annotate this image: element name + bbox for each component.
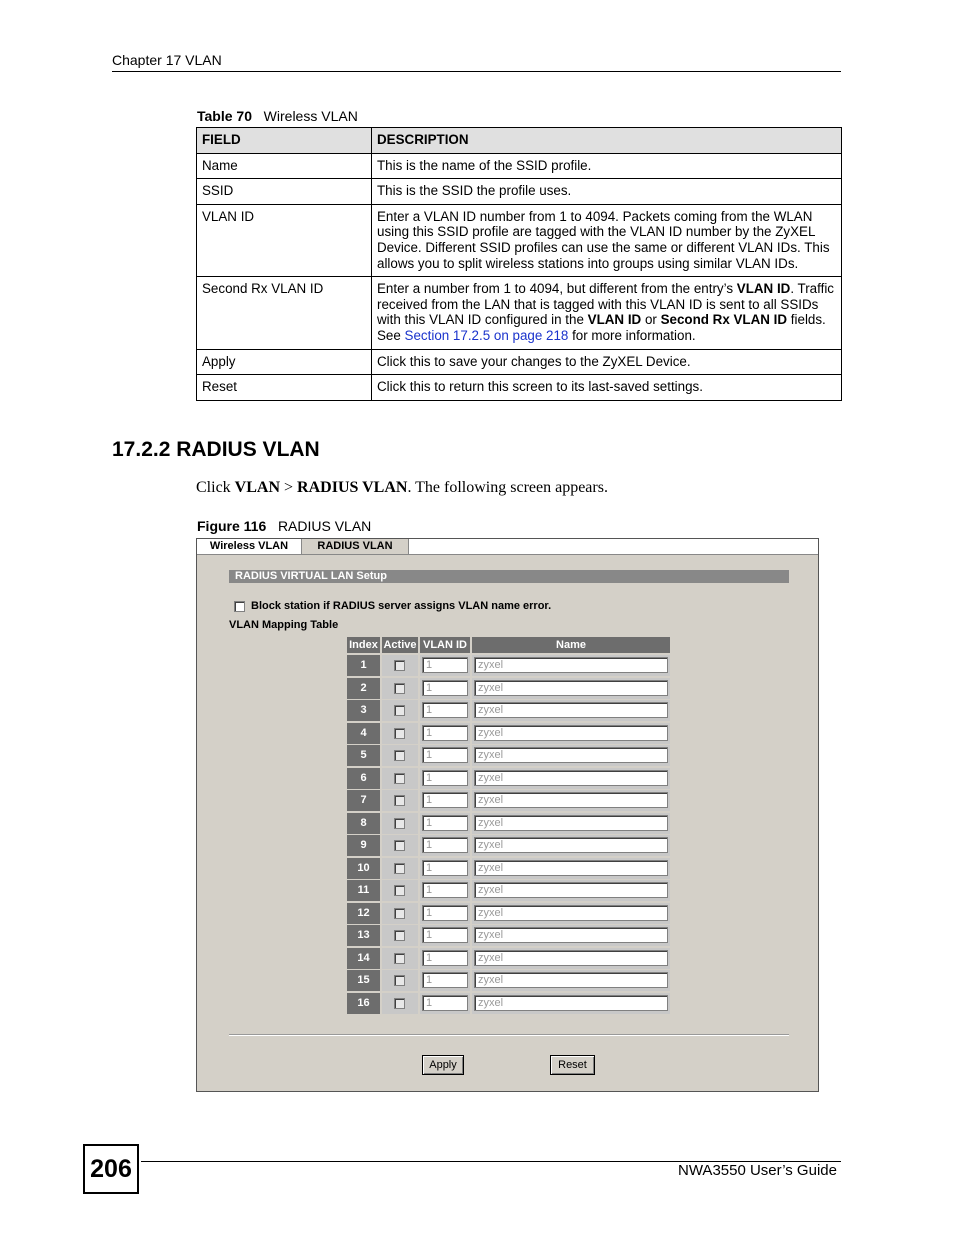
active-checkbox[interactable] (394, 728, 405, 739)
active-checkbox[interactable] (394, 930, 405, 941)
name-cell (472, 745, 670, 766)
name-cell (472, 768, 670, 789)
name-input[interactable]: zyxel (474, 657, 668, 673)
section-link[interactable]: Section 17.2.5 on page 218 (404, 327, 569, 343)
active-cell (382, 745, 418, 766)
name-cell (472, 813, 670, 834)
vlan-id-cell (420, 790, 470, 811)
vlan-id-input[interactable]: 1 (422, 927, 468, 943)
vlan-id-cell (420, 723, 470, 744)
active-cell (382, 993, 418, 1014)
name-input[interactable]: zyxel (474, 837, 668, 853)
page-number: 206 (83, 1144, 139, 1194)
vlan-id-input[interactable]: 1 (422, 702, 468, 718)
table-caption: Table 70 Wireless VLAN (197, 108, 358, 124)
vlan-id-input[interactable]: 1 (422, 725, 468, 741)
active-checkbox[interactable] (394, 998, 405, 1009)
active-cell (382, 948, 418, 969)
active-cell (382, 880, 418, 901)
active-checkbox[interactable] (394, 818, 405, 829)
radius-vlan-screen (196, 538, 819, 1092)
apply-button[interactable]: Apply (422, 1055, 464, 1075)
vlan-id-input[interactable]: 1 (422, 657, 468, 673)
name-input[interactable]: zyxel (474, 725, 668, 741)
active-cell (382, 700, 418, 721)
vlan-id-input[interactable]: 1 (422, 815, 468, 831)
vlan-id-cell (420, 880, 470, 901)
active-checkbox[interactable] (394, 683, 405, 694)
name-input[interactable]: zyxel (474, 972, 668, 988)
vlan-id-cell (420, 858, 470, 879)
active-cell (382, 768, 418, 789)
active-checkbox[interactable] (394, 975, 405, 986)
name-cell (472, 993, 670, 1014)
col-index: Index (347, 637, 380, 653)
col-field: FIELD (197, 128, 372, 154)
table-row: Apply Click this to save your changes to the ZyXEL Device. (197, 349, 842, 375)
col-vlan-id: VLAN ID (420, 637, 470, 653)
active-cell (382, 903, 418, 924)
block-station-checkbox[interactable] (234, 601, 245, 612)
table-row (347, 723, 670, 745)
section-heading: 17.2.2 RADIUS VLAN (112, 438, 320, 461)
active-cell (382, 835, 418, 856)
setup-title-bar: RADIUS VIRTUAL LAN Setup (229, 570, 789, 583)
table-row (347, 925, 670, 947)
row-index: 1 (347, 655, 380, 676)
header-rule (112, 71, 841, 72)
name-cell (472, 903, 670, 924)
vlan-id-input[interactable]: 1 (422, 860, 468, 876)
name-cell (472, 835, 670, 856)
name-cell (472, 790, 670, 811)
table-row: Reset Click this to return this screen to its last-saved settings. (197, 375, 842, 401)
vlan-id-cell (420, 678, 470, 699)
row-index: 4 (347, 723, 380, 744)
table-row (347, 880, 670, 902)
tab-radius-vlan[interactable]: RADIUS VLAN (302, 539, 409, 554)
table-row (347, 993, 670, 1015)
active-checkbox[interactable] (394, 705, 405, 716)
mapping-table-label: VLAN Mapping Table (229, 619, 339, 631)
row-index: 5 (347, 745, 380, 766)
table-row (347, 790, 670, 812)
vlan-id-input[interactable]: 1 (422, 972, 468, 988)
col-active: Active (383, 639, 417, 651)
table-row (347, 700, 670, 722)
tab-bar (197, 539, 818, 555)
table-row: SSID This is the SSID the profile uses. (197, 179, 842, 205)
row-index: 14 (347, 948, 380, 969)
active-cell (382, 678, 418, 699)
chapter-header: Chapter 17 VLAN (112, 52, 222, 68)
table-row (347, 903, 670, 925)
row-index: 7 (347, 790, 380, 811)
name-input[interactable]: zyxel (474, 927, 668, 943)
active-cell (382, 970, 418, 991)
instruction-text: Click VLAN > RADIUS VLAN. The following screen appears. (196, 479, 608, 496)
row-index: 11 (347, 880, 380, 901)
name-cell (472, 678, 670, 699)
vlan-id-input[interactable]: 1 (422, 905, 468, 921)
active-cell (382, 813, 418, 834)
table-row (347, 835, 670, 857)
table-row (347, 858, 670, 880)
block-station-label: Block station if RADIUS server assigns VLAN name error. (251, 600, 552, 612)
table-row (347, 678, 670, 700)
name-input[interactable]: zyxel (474, 680, 668, 696)
vlan-id-cell (420, 700, 470, 721)
name-input[interactable]: zyxel (474, 792, 668, 808)
name-input[interactable]: zyxel (474, 905, 668, 921)
vlan-id-input[interactable]: 1 (422, 792, 468, 808)
active-checkbox[interactable] (394, 750, 405, 761)
active-cell (382, 790, 418, 811)
name-cell (472, 700, 670, 721)
active-checkbox[interactable] (394, 773, 405, 784)
row-index: 15 (347, 970, 380, 991)
vlan-id-input[interactable]: 1 (422, 680, 468, 696)
active-checkbox[interactable] (394, 840, 405, 851)
active-cell (382, 858, 418, 879)
table-row (347, 768, 670, 790)
name-input[interactable]: zyxel (474, 747, 668, 763)
vlan-id-input[interactable]: 1 (422, 837, 468, 853)
tab-wireless-vlan[interactable]: Wireless VLAN (197, 539, 302, 554)
table-row (347, 948, 670, 970)
name-input[interactable]: zyxel (474, 995, 668, 1011)
active-checkbox[interactable] (394, 908, 405, 919)
active-checkbox[interactable] (394, 863, 405, 874)
vlan-id-cell (420, 903, 470, 924)
vlan-id-cell (420, 948, 470, 969)
vlan-id-cell (420, 925, 470, 946)
row-index: 13 (347, 925, 380, 946)
vlan-id-input[interactable]: 1 (422, 950, 468, 966)
name-input[interactable]: zyxel (474, 882, 668, 898)
name-cell (472, 858, 670, 879)
guide-title: NWA3550 User’s Guide (678, 1162, 837, 1179)
vlan-id-input[interactable]: 1 (422, 882, 468, 898)
vlan-id-input[interactable]: 1 (422, 770, 468, 786)
name-input[interactable]: zyxel (474, 860, 668, 876)
row-index: 10 (347, 858, 380, 879)
vlan-id-input[interactable]: 1 (422, 995, 468, 1011)
name-input[interactable]: zyxel (474, 770, 668, 786)
table-row (347, 813, 670, 835)
vlan-id-cell (420, 655, 470, 676)
row-index: 6 (347, 768, 380, 789)
vlan-id-cell (420, 993, 470, 1014)
table-row: VLAN ID Enter a VLAN ID number from 1 to 4094. Packets coming from the WLAN using this SSID profile are tagged with the VLAN ID number by the ZyXEL Device. Different SSID profiles can use the same or different VLAN IDs. This allows you to split wireless stations into groups using similar VLAN IDs. (197, 204, 842, 276)
table-row: Name This is the name of the SSID profile. (197, 153, 842, 179)
table-row (347, 970, 670, 992)
vlan-id-input[interactable]: 1 (422, 747, 468, 763)
table-row (347, 655, 670, 677)
row-index: 2 (347, 678, 380, 699)
reset-button[interactable]: Reset (550, 1055, 595, 1075)
wireless-vlan-table (196, 127, 842, 401)
table-header-row (197, 128, 842, 154)
vlan-id-cell (420, 813, 470, 834)
name-cell (472, 655, 670, 676)
name-cell (472, 948, 670, 969)
active-cell (382, 925, 418, 946)
table-row (347, 745, 670, 767)
name-cell (472, 970, 670, 991)
vlan-id-cell (420, 835, 470, 856)
vlan-id-cell (420, 970, 470, 991)
active-checkbox[interactable] (394, 885, 405, 896)
name-input[interactable]: zyxel (474, 702, 668, 718)
active-cell (382, 655, 418, 676)
table-row: Second Rx VLAN ID Enter a number from 1 to 4094, but different from the entry’s VLAN ID. Traffic received from the LAN that is tagged with this VLAN ID is sent to all SSIDs with this VLAN ID configured in the VLAN ID or Second Rx VLAN ID fields. See Section 17.2.5 on page 218 for more information. (197, 277, 842, 349)
figure-caption: Figure 116 RADIUS VLAN (197, 518, 372, 534)
active-checkbox[interactable] (394, 953, 405, 964)
row-index: 3 (347, 700, 380, 721)
row-index: 9 (347, 835, 380, 856)
active-cell (382, 723, 418, 744)
vlan-id-cell (420, 745, 470, 766)
name-cell (472, 925, 670, 946)
row-index: 8 (347, 813, 380, 834)
separator (229, 1034, 789, 1036)
name-input[interactable]: zyxel (474, 815, 668, 831)
name-cell (472, 723, 670, 744)
col-description: DESCRIPTION (372, 128, 842, 154)
row-index: 16 (347, 993, 380, 1014)
name-input[interactable]: zyxel (474, 950, 668, 966)
active-checkbox[interactable] (394, 795, 405, 806)
col-name: Name (472, 637, 670, 653)
vlan-id-cell (420, 768, 470, 789)
active-checkbox[interactable] (394, 660, 405, 671)
name-cell (472, 880, 670, 901)
row-index: 12 (347, 903, 380, 924)
